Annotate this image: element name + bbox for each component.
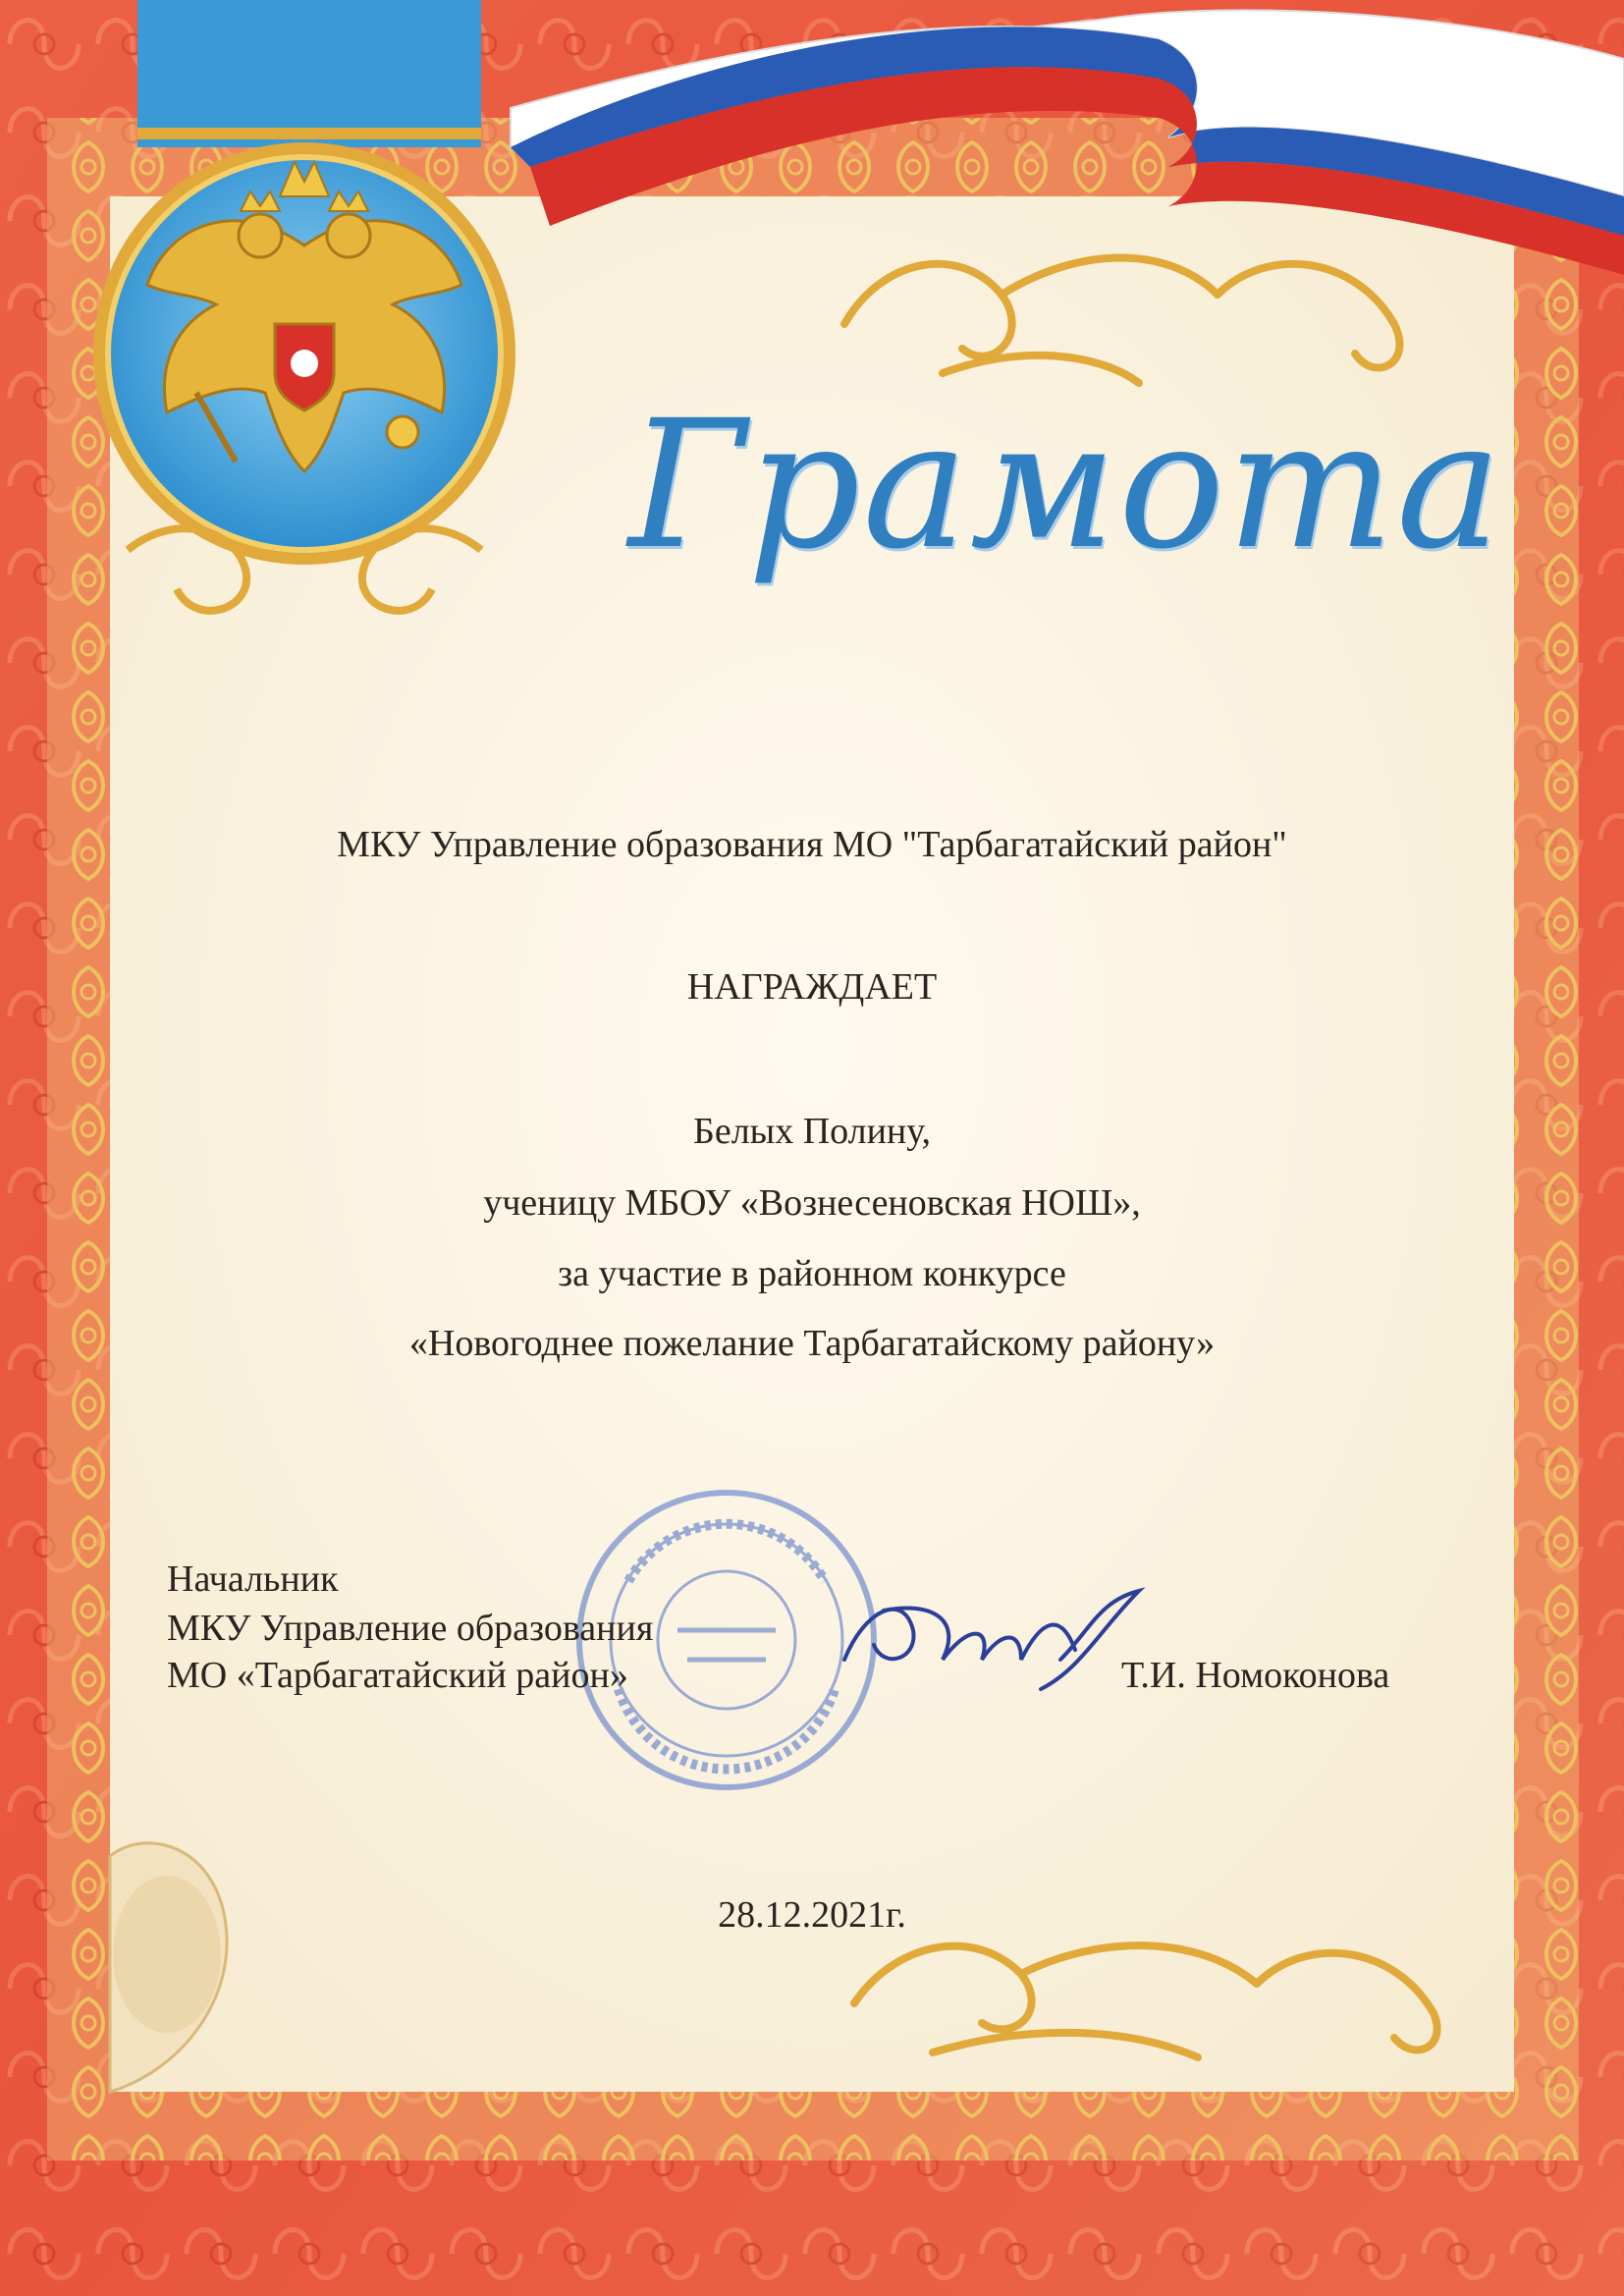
signatory-position-line2: МКУ Управление образования: [167, 1608, 654, 1649]
certificate-date: 28.12.2021г.: [718, 1894, 906, 1936]
issuer-line: МКУ Управление образования МО "Тарбагатайский район": [337, 824, 1287, 865]
signatory-name: Т.И. Номоконова: [1121, 1655, 1390, 1696]
signatory-position-line3: МО «Тарбагатайский район»: [167, 1655, 628, 1696]
recipient-name: Белых Полину,: [693, 1111, 931, 1152]
award-reason: за участие в районном конкурсе: [558, 1253, 1066, 1294]
signatory-position-line1: Начальник: [167, 1558, 339, 1600]
certificate-title: Грамота: [628, 383, 1504, 588]
contest-name: «Новогоднее пожелание Тарбагатайскому району»: [408, 1323, 1216, 1364]
recipient-role: ученицу МБОУ «Вознесеновская НОШ»,: [483, 1182, 1141, 1224]
award-action: НАГРАЖДАЕТ: [686, 966, 938, 1008]
